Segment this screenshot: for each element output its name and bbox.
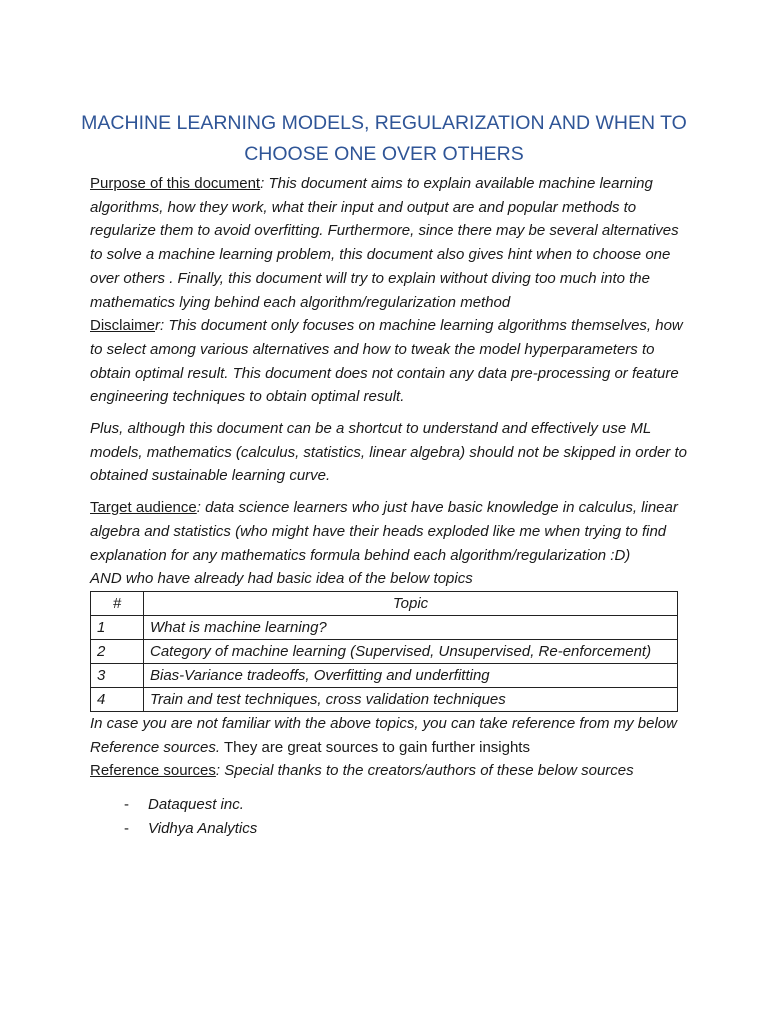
- table-row: [91, 663, 678, 687]
- reference-sources-label: Reference sources: [90, 762, 216, 780]
- purpose-paragraph: [90, 172, 690, 314]
- row-number: 4: [91, 687, 144, 711]
- row-topic: Category of machine learning (Supervised, Unsupervised, Re-enforcement): [144, 639, 678, 663]
- target-audience-text: : data science learners who just have basic knowledge in calculus, linear algebra and statistics (who might have their heads exploded like me when trying to find explanation for any mathematics formula behind each algorithm/regularization :D): [90, 499, 678, 564]
- purpose-text: : This document aims to explain available machine learning algorithms, how they work, what their input and output are and popular methods to regularize them to avoid overfitting. Furthermore, since there may be several alternatives to solve a machine learning problem, this document also gives hint when to choose one over others . Finally, this document will try to explain without diving too much into the mathematics lying behind each algorithm/regularization method: [90, 175, 679, 311]
- document-body: [90, 172, 690, 840]
- reference-note-paragraph: [90, 712, 690, 759]
- list-item: [124, 817, 690, 841]
- table-header-row: [91, 591, 678, 615]
- row-topic: Bias-Variance tradeoffs, Overfitting and underfitting: [144, 663, 678, 687]
- and-line: AND who have already had basic idea of the below topics: [90, 570, 473, 588]
- table-row: [91, 687, 678, 711]
- reference-sources-text: : Special thanks to the creators/authors of these below sources: [215, 762, 634, 780]
- disclaimer-paragraph: [90, 314, 690, 409]
- reference-list: [90, 793, 690, 840]
- list-item: [124, 793, 690, 817]
- table-row: [91, 639, 678, 663]
- reference-sources-paragraph: [90, 759, 690, 783]
- row-topic: Train and test techniques, cross validation techniques: [144, 687, 678, 711]
- reference-note-normal: They are great sources to gain further insights: [220, 738, 530, 756]
- row-number: 1: [91, 615, 144, 639]
- dash-bullet-icon: -: [124, 796, 129, 814]
- purpose-label: Purpose of this document: [90, 175, 261, 192]
- reference-item-text: Vidhya Analytics: [148, 819, 258, 837]
- dash-bullet-icon: -: [124, 819, 129, 837]
- plus-paragraph: Plus, although this document can be a shortcut to understand and effectively use ML models, mathematics (calculus, statistics, linear algebra) should not be skipped in order to obtained sustainable learning curve.: [90, 420, 687, 485]
- row-number: 3: [91, 663, 144, 687]
- target-audience-paragraph: [90, 496, 690, 567]
- table-row: [91, 615, 678, 639]
- disclaimer-label: Disclaime: [90, 317, 156, 335]
- table-header-topic: Topic: [144, 591, 678, 615]
- row-topic: What is machine learning?: [144, 615, 678, 639]
- disclaimer-text: r: This document only focuses on machine learning algorithms themselves, how to select among various alternatives and how to tweak the model hyperparameters to obtain optimal result. This document does not contain any data pre-processing or feature engineering techniques to obtain optimal result.: [90, 317, 683, 406]
- reference-note-italic: In case you are not familiar with the above topics, you can take reference from my below Reference sources.: [90, 714, 677, 756]
- table-header-number: #: [91, 591, 144, 615]
- reference-item-text: Dataquest inc.: [148, 796, 244, 814]
- document-title: MACHINE LEARNING MODELS, REGULARIZATION AND WHEN TO CHOOSE ONE OVER OTHERS: [81, 112, 687, 165]
- target-audience-label: Target audience: [90, 499, 197, 517]
- row-number: 2: [91, 639, 144, 663]
- topics-table: [90, 591, 678, 712]
